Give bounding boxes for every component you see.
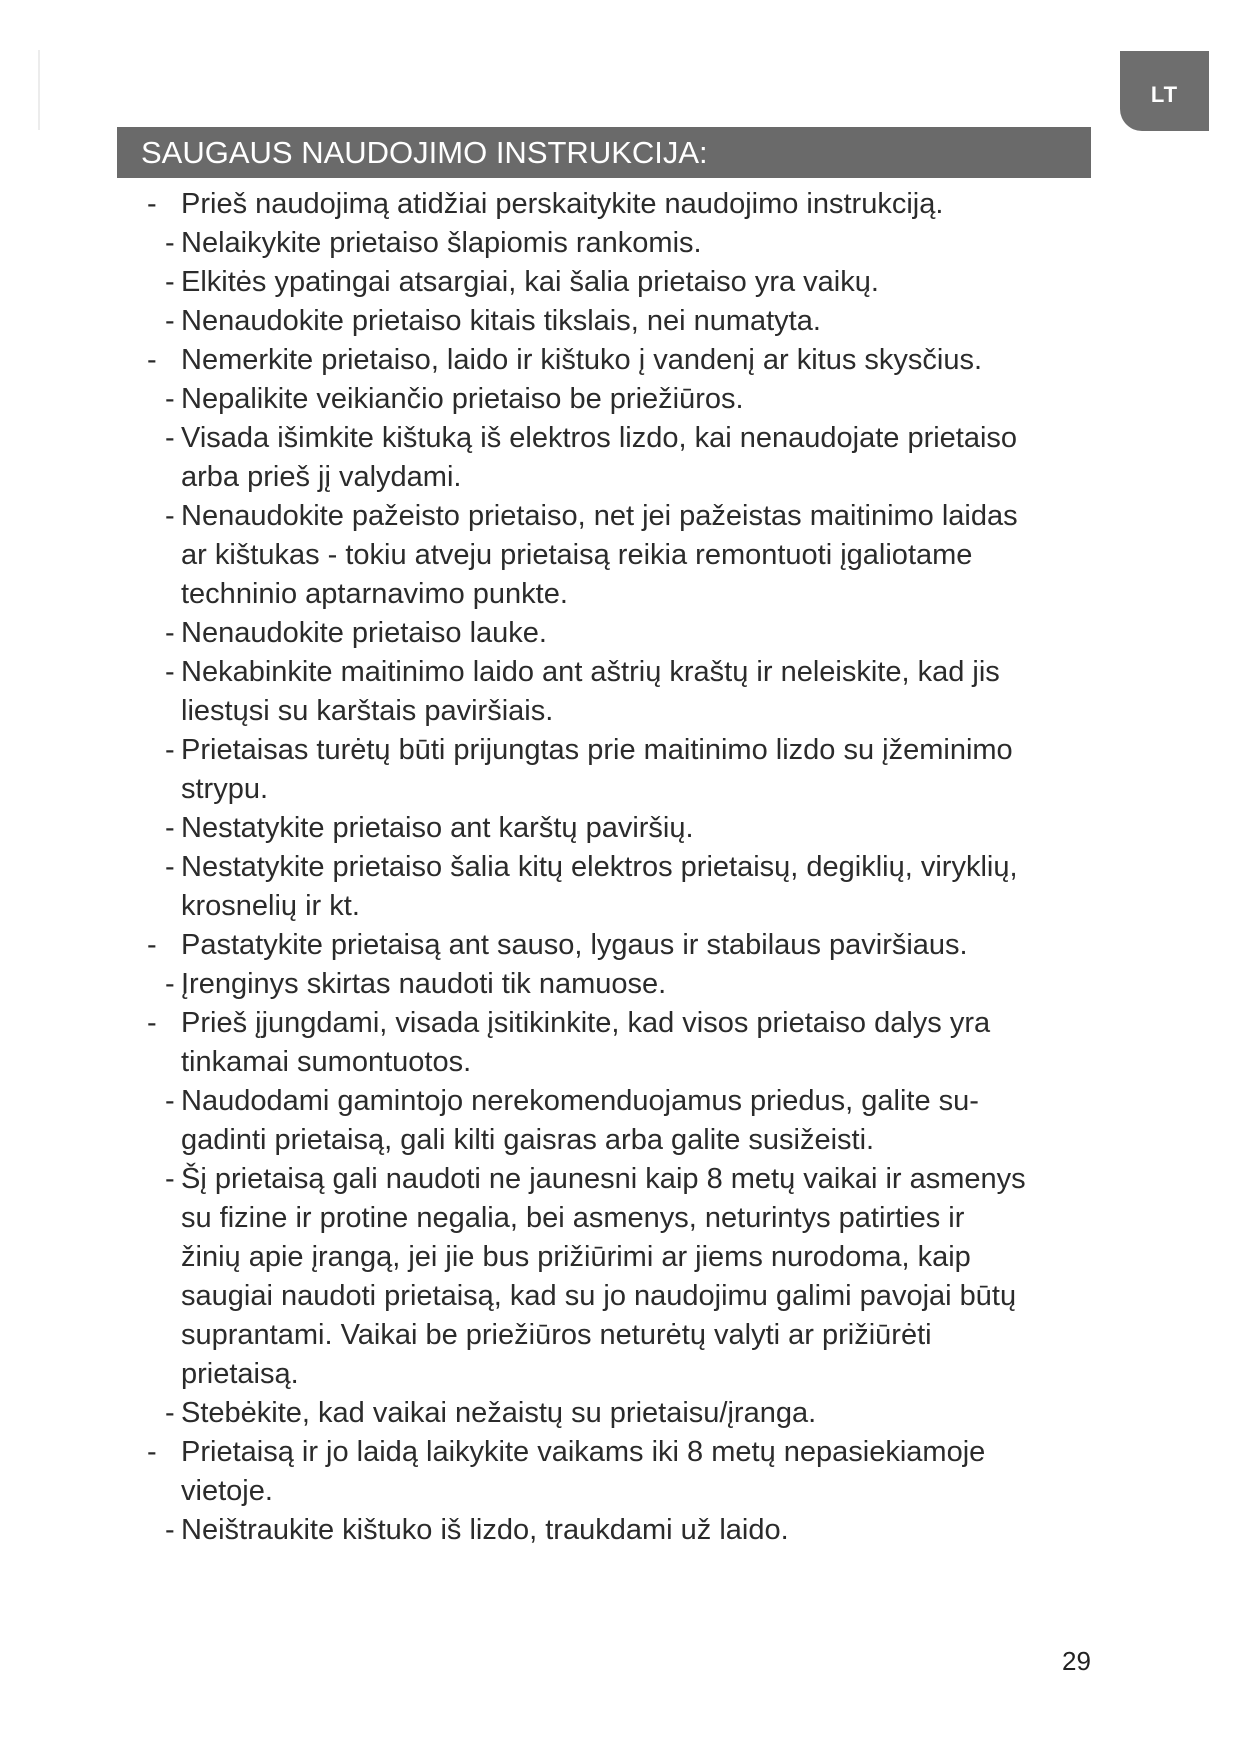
- list-item-line: Nenaudokite prietaiso lauke.: [181, 617, 547, 649]
- list-item: [0, 965, 1241, 1004]
- list-item-dash: -: [147, 1007, 157, 1039]
- list-item: [0, 419, 1241, 497]
- list-item-line: Nestatykite prietaiso šalia kitų elektros prietaisų, degiklių, viryklių,: [181, 851, 1018, 883]
- list-item-line: ar kištukas - tokiu atveju prietaisą reikia remontuoti įgaliotame: [181, 539, 973, 571]
- list-item: [0, 1004, 1241, 1082]
- list-item-line: gadinti prietaisą, gali kilti gaisras arba galite susižeisti.: [181, 1124, 875, 1156]
- list-item-dash: -: [165, 1514, 175, 1546]
- list-item-line: Stebėkite, kad vaikai nežaistų su prietaisu/įranga.: [181, 1397, 817, 1429]
- list-item-line: Elkitės ypatingai atsargiai, kai šalia prietaiso yra vaikų.: [181, 266, 879, 298]
- list-item-dash: -: [165, 1085, 175, 1117]
- list-item-line: su fizine ir protine negalia, bei asmenys, neturintys patirties ir: [181, 1202, 965, 1234]
- list-item-line: Pastatykite prietaisą ant sauso, lygaus ir stabilaus paviršiaus.: [181, 929, 968, 961]
- list-item-dash: -: [165, 1163, 175, 1195]
- list-item-line: Nelaikykite prietaiso šlapiomis rankomis.: [181, 227, 702, 259]
- list-item: [0, 380, 1241, 419]
- list-item-line: Nenaudokite pažeisto prietaiso, net jei pažeistas maitinimo laidas: [181, 500, 1018, 532]
- list-item-dash: -: [165, 1397, 175, 1429]
- list-item-line: suprantami. Vaikai be priežiūros neturėtų valyti ar prižiūrėti: [181, 1319, 932, 1351]
- list-item-dash: -: [165, 383, 175, 415]
- list-item-dash: -: [165, 305, 175, 337]
- list-item-line: Nepalikite veikiančio prietaiso be priežiūros.: [181, 383, 744, 415]
- list-item-dash: -: [165, 617, 175, 649]
- list-item: [0, 341, 1241, 380]
- list-item-line: Prietaisas turėtų būti prijungtas prie maitinimo lizdo su įžeminimo: [181, 734, 1013, 766]
- list-item: [0, 224, 1241, 263]
- list-item-dash: -: [165, 266, 175, 298]
- list-item-dash: -: [147, 1436, 157, 1468]
- list-item-dash: -: [165, 656, 175, 688]
- list-item-line: tinkamai sumontuotos.: [181, 1046, 472, 1078]
- list-item: [0, 848, 1241, 926]
- list-item: [0, 1511, 1241, 1550]
- list-item-dash: -: [165, 227, 175, 259]
- list-item: [0, 185, 1241, 224]
- list-item: [0, 614, 1241, 653]
- language-tab: LT: [1120, 51, 1209, 131]
- list-item-line: Nenaudokite prietaiso kitais tikslais, nei numatyta.: [181, 305, 821, 337]
- list-item-line: Šį prietaisą gali naudoti ne jaunesni kaip 8 metų vaikai ir asmenys: [181, 1163, 1026, 1195]
- page-edge-line: [38, 50, 40, 130]
- list-item-line: Nestatykite prietaiso ant karštų paviršių.: [181, 812, 694, 844]
- list-item-line: žinių apie įrangą, jei jie bus prižiūrimi ar jiems nurodoma, kaip: [181, 1241, 971, 1273]
- instructions-list: [0, 185, 1241, 1550]
- list-item-line: Prieš įjungdami, visada įsitikinkite, kad visos prietaiso dalys yra: [181, 1007, 991, 1039]
- list-item-dash: -: [165, 968, 175, 1000]
- list-item-dash: -: [165, 734, 175, 766]
- list-item: [0, 653, 1241, 731]
- list-item-line: Nekabinkite maitinimo laido ant aštrių kraštų ir neleiskite, kad jis: [181, 656, 1000, 688]
- list-item-line: liestųsi su karštais paviršiais.: [181, 695, 554, 727]
- list-item-dash: -: [165, 812, 175, 844]
- list-item-dash: -: [165, 851, 175, 883]
- list-item-line: Visada išimkite kištuką iš elektros lizdo, kai nenaudojate prietaiso: [181, 422, 1018, 454]
- list-item-dash: -: [147, 188, 157, 220]
- list-item-dash: -: [165, 500, 175, 532]
- list-item-line: techninio aptarnavimo punkte.: [181, 578, 568, 610]
- section-header: SAUGAUS NAUDOJIMO INSTRUKCIJA:: [117, 127, 1091, 178]
- list-item-line: Naudodami gamintojo nerekomenduojamus priedus, galite su-: [181, 1085, 979, 1117]
- list-item: [0, 809, 1241, 848]
- list-item-line: Prietaisą ir jo laidą laikykite vaikams iki 8 metų nepasiekiamoje: [181, 1436, 986, 1468]
- list-item: [0, 1394, 1241, 1433]
- list-item-line: arba prieš jį valydami.: [181, 461, 462, 493]
- list-item: [0, 1160, 1241, 1394]
- page-number: 29: [1062, 1646, 1091, 1676]
- list-item-line: prietaisą.: [181, 1358, 299, 1390]
- list-item-dash: -: [147, 929, 157, 961]
- list-item-line: strypu.: [181, 773, 269, 805]
- list-item: [0, 302, 1241, 341]
- list-item-dash: -: [147, 344, 157, 376]
- list-item-line: Nemerkite prietaiso, laido ir kištuko į vandenį ar kitus skysčius.: [181, 344, 983, 376]
- list-item-line: saugiai naudoti prietaisą, kad su jo naudojimu galimi pavojai būtų: [181, 1280, 1017, 1312]
- list-item: [0, 263, 1241, 302]
- list-item: [0, 1433, 1241, 1511]
- list-item-line: krosnelių ir kt.: [181, 890, 360, 922]
- list-item: [0, 1082, 1241, 1160]
- list-item-dash: -: [165, 422, 175, 454]
- list-item: [0, 926, 1241, 965]
- list-item: [0, 497, 1241, 614]
- list-item: [0, 731, 1241, 809]
- list-item-line: vietoje.: [181, 1475, 273, 1507]
- list-item-line: Įrenginys skirtas naudoti tik namuose.: [181, 968, 667, 1000]
- list-item-line: Neištraukite kištuko iš lizdo, traukdami už laido.: [181, 1514, 789, 1546]
- list-item-line: Prieš naudojimą atidžiai perskaitykite naudojimo instrukciją.: [181, 188, 944, 220]
